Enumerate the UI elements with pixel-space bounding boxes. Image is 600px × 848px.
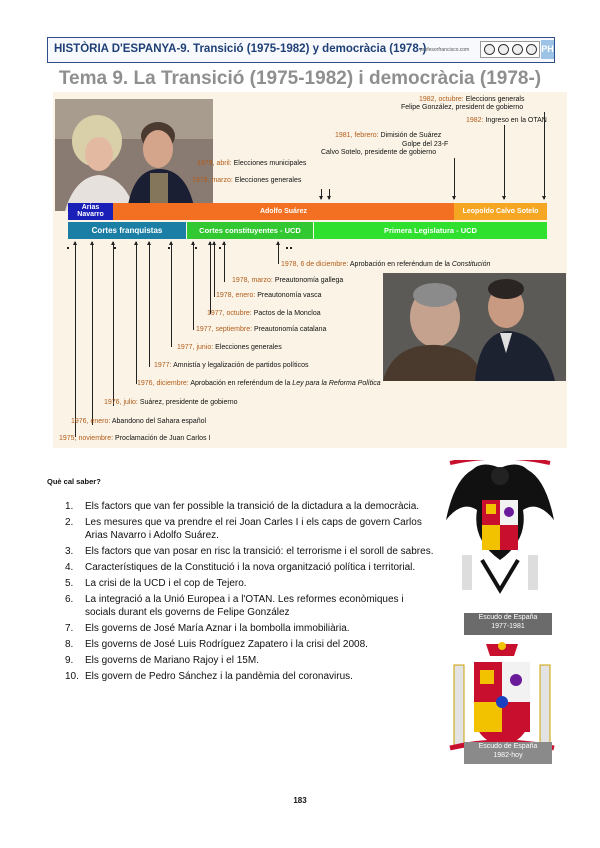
list-item: 2. Les mesures que va prendre el rei Joan Carles I i els caps de govern Carlos Arias Navarro i Adolfo Suárez. bbox=[65, 517, 422, 541]
period-cortes-constituyentes: Cortes constituyentes - UCD bbox=[187, 222, 313, 239]
president-adolfo-suarez: Adolfo Suárez bbox=[113, 203, 454, 220]
timeline-arrow bbox=[504, 125, 505, 199]
timeline-arrow bbox=[454, 158, 455, 199]
timeline-event-detail: Felipe González, president de gobierno bbox=[401, 104, 524, 111]
timeline-event: 1978, 6 de diciembre: Aprobación en referéndum de la Constitución bbox=[281, 261, 491, 268]
timeline-event: 1978, marzo: Preautonomía gallega bbox=[232, 277, 344, 284]
header-site[interactable]: profesorfrancisco.com bbox=[420, 47, 470, 53]
timeline-arrow bbox=[214, 242, 215, 297]
timeline-event: 1977: Amnistía y legalización de partidos políticos bbox=[154, 362, 309, 369]
timeline-event: 1979, marzo: Elecciones generales bbox=[192, 177, 302, 184]
timeline-event: 1975, noviembre: Proclamación de Juan Carlos I bbox=[59, 435, 211, 442]
timeline-event: 1976, enero: Abandono del Sahara español bbox=[71, 418, 207, 425]
timeline-arrow bbox=[75, 242, 76, 437]
timeline-arrow bbox=[224, 242, 225, 282]
shield-1977-image bbox=[442, 460, 558, 610]
ph-logo: PH bbox=[541, 40, 554, 59]
timeline-arrow bbox=[321, 189, 322, 199]
timeline-tick bbox=[286, 247, 288, 249]
period-cortes-franquistas: Cortes franquistas bbox=[68, 222, 186, 239]
page-title: Tema 9. La Transició (1975-1982) i democràcia (1978-) bbox=[58, 68, 542, 89]
list-item: 8. Els governs de José Luis Rodríguez Zapatero i la crisi del 2008. bbox=[65, 639, 368, 650]
timeline-arrow bbox=[329, 189, 330, 199]
knowledge-list bbox=[65, 500, 435, 686]
list-item: 9. Els governs de Mariano Rajoy i el 15M. bbox=[65, 655, 259, 666]
list-item: 4. Característiques de la Constitució i la nova organització política i territorial. bbox=[65, 562, 416, 573]
timeline-event: 1976, julio: Suárez, presidente de gobierno bbox=[104, 399, 238, 406]
president-arias-navarro: Arias Navarro bbox=[68, 203, 113, 220]
list-item: 1. Els factors que van fer possible la transició de la dictadura a la democràcia. bbox=[65, 501, 420, 512]
timeline-arrow bbox=[136, 242, 137, 384]
timeline-event: 1976, diciembre: Aprobación en referéndum de la Ley para la Reforma Política bbox=[137, 380, 381, 387]
timeline-event-detail: Golpe del 23-F bbox=[402, 141, 449, 148]
timeline-arrow bbox=[92, 242, 93, 425]
timeline-tick bbox=[195, 247, 197, 249]
timeline-arrow bbox=[210, 242, 211, 314]
timeline-event: 1981, febrero: Dimisión de Suárez bbox=[335, 132, 442, 139]
timeline-event-detail: Calvo Sotelo, presidente de gobierno bbox=[321, 149, 437, 156]
timeline-arrow bbox=[113, 242, 114, 406]
timeline-tick bbox=[67, 247, 69, 249]
period-primera-legislatura: Primera Legislatura - UCD bbox=[314, 222, 547, 239]
timeline-tick bbox=[219, 247, 221, 249]
timeline-event: 1977, junio: Elecciones generales bbox=[177, 344, 282, 351]
timeline-event: 1978, enero: Preautonomía vasca bbox=[216, 292, 322, 299]
timeline-event: 1977, septiembre: Preautonomía catalana bbox=[196, 326, 327, 333]
timeline-arrow bbox=[171, 242, 172, 347]
list-item: 7. Els governs de José María Aznar i la bombolla immobiliària. bbox=[65, 623, 350, 634]
timeline-arrow bbox=[544, 112, 545, 199]
president-calvo-sotelo: Leopoldo Calvo Sotelo bbox=[454, 203, 547, 220]
timeline-event: 1982: Ingreso en la OTAN bbox=[466, 117, 547, 124]
king-queen-photo bbox=[55, 99, 213, 211]
timeline-panel bbox=[53, 92, 567, 448]
timeline-event: 1979, abril: Elecciones municipales bbox=[197, 160, 307, 167]
shield-caption: Escudo de España 1982-hoy bbox=[464, 742, 552, 764]
politicians-embrace-photo bbox=[383, 273, 566, 381]
list-item: 5. La crisi de la UCD i el cop de Tejero. bbox=[65, 578, 247, 589]
page-header bbox=[47, 37, 555, 63]
timeline-tick bbox=[168, 247, 170, 249]
creative-commons-icon bbox=[480, 41, 540, 58]
timeline-tick bbox=[290, 247, 292, 249]
timeline-arrow bbox=[193, 242, 194, 330]
page-number: 183 bbox=[293, 796, 307, 805]
timeline-event: 1982, octubre: Eleccions generals bbox=[419, 96, 525, 103]
shield-caption: Escudo de España 1977-1981 bbox=[464, 613, 552, 635]
timeline-tick bbox=[114, 247, 116, 249]
section-title: Què cal saber? bbox=[47, 477, 101, 486]
list-item: 6. La integració a la Unió Europea i a l'OTAN. Les reformes econòmiques i socials durant els governs de Felipe González bbox=[65, 594, 404, 618]
list-item: 3. Els factors que van posar en risc la transició: el terrorisme i el soroll de sabres. bbox=[65, 546, 434, 557]
header-title: HISTÒRIA D'ESPANYA-9. Transició (1975-1982) y democràcia (1978-) bbox=[54, 43, 427, 55]
timeline-event: 1977, octubre: Pactos de la Moncloa bbox=[207, 310, 321, 317]
timeline-arrow bbox=[149, 242, 150, 367]
list-item: 10. Els govern de Pedro Sánchez i la pandèmia del coronavirus. bbox=[65, 671, 353, 682]
timeline-arrow bbox=[278, 242, 279, 264]
